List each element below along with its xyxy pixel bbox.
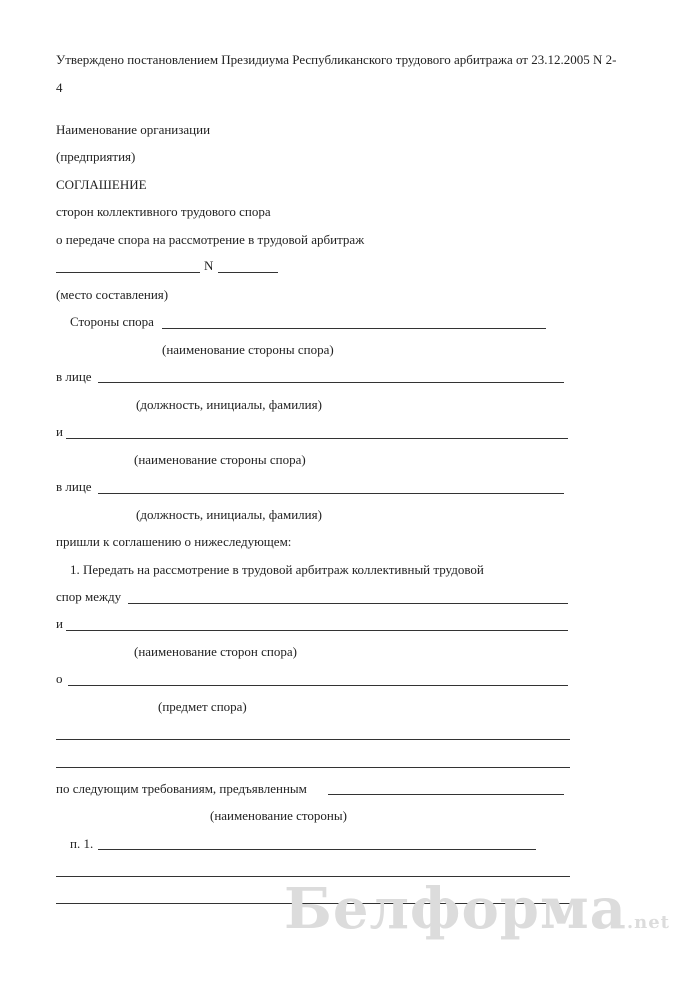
in-person-label: в лице: [56, 369, 92, 384]
dispute-party-2-field-line[interactable]: [66, 630, 568, 631]
subject-hint: (предмет спора): [158, 699, 247, 714]
party-name-hint-2: (наименование стороны спора): [134, 452, 306, 467]
document-title: СОГЛАШЕНИЕ: [56, 177, 147, 192]
representative-field-line-2[interactable]: [98, 493, 564, 494]
approval-line-continued: 4: [56, 80, 63, 95]
point-1-field-line[interactable]: [98, 849, 536, 850]
dispute-subject-field-line[interactable]: [68, 685, 568, 686]
in-person-label-2: в лице: [56, 479, 92, 494]
number-field-line[interactable]: [218, 272, 278, 273]
parties-label: Стороны спора: [70, 314, 154, 329]
and-label-2: и: [56, 616, 63, 631]
subject-extra-line-2[interactable]: [56, 767, 570, 768]
agreement-statement: пришли к соглашению о нижеследующем:: [56, 534, 292, 549]
approval-line: Утверждено постановлением Президиума Республиканского трудового арбитража от 23.12.2005 N 2-: [56, 52, 617, 67]
number-sign: N: [204, 258, 214, 273]
representative-field-line[interactable]: [98, 382, 564, 383]
requirements-side-field-line[interactable]: [328, 794, 564, 795]
watermark-brand: Белформа: [283, 876, 627, 942]
party-name-hint: (наименование стороны спора): [162, 342, 334, 357]
point-1-label: п. 1.: [70, 836, 94, 851]
side-name-hint: (наименование стороны): [210, 808, 347, 823]
about-label: о: [56, 671, 63, 686]
dispute-party-1-field-line[interactable]: [128, 603, 568, 604]
document-subtitle-2: о передаче спора на рассмотрение в трудовой арбитраж: [56, 232, 365, 247]
position-hint-2: (должность, инициалы, фамилия): [136, 507, 322, 522]
subject-extra-line-1[interactable]: [56, 739, 570, 740]
org-name-label: Наименование организации: [56, 122, 211, 137]
party-name-field-line[interactable]: [162, 328, 546, 329]
date-field-line[interactable]: [56, 272, 200, 273]
second-party-field-line[interactable]: [66, 438, 568, 439]
dispute-between-label: спор между: [56, 589, 122, 604]
and-label: и: [56, 424, 63, 439]
position-hint: (должность, инициалы, фамилия): [136, 397, 322, 412]
watermark-suffix: .net: [626, 912, 670, 933]
requirements-label: по следующим требованиям, предъявленным: [56, 781, 307, 796]
place-hint: (место составления): [56, 287, 169, 302]
item-1-text: 1. Передать на рассмотрение в трудовой арбитраж коллективный трудовой: [70, 562, 484, 577]
org-enterprise-label: (предприятия): [56, 149, 136, 164]
watermark-logo: [284, 876, 670, 942]
parties-names-hint: (наименование сторон спора): [134, 644, 297, 659]
document-subtitle-1: сторон коллективного трудового спора: [56, 204, 271, 219]
